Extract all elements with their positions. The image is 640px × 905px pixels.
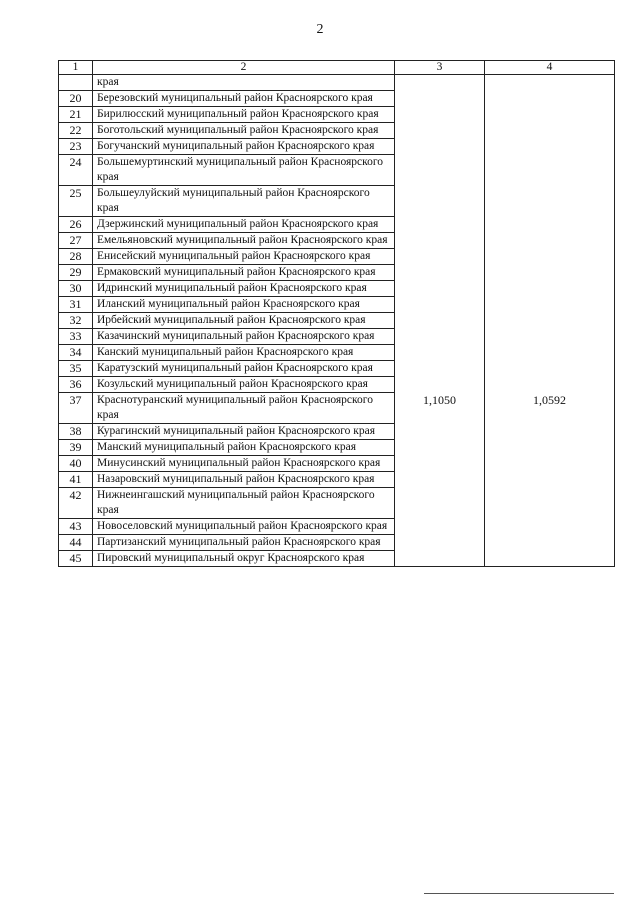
municipality-name: Большеулуйский муниципальный район Красноярского края <box>93 186 395 217</box>
municipality-name: Манский муниципальный район Красноярского края <box>93 440 395 456</box>
municipality-name: Каратузский муниципальный район Красноярского края <box>93 361 395 377</box>
table-header-row <box>59 61 615 75</box>
municipality-name: Канский муниципальный район Красноярского края <box>93 345 395 361</box>
row-number: 40 <box>59 456 93 472</box>
municipality-name: Идринский муниципальный район Красноярского края <box>93 281 395 297</box>
header-col-4: 4 <box>485 61 615 75</box>
row-number: 32 <box>59 313 93 329</box>
row-number: 44 <box>59 535 93 551</box>
value-cell-col3 <box>395 75 485 567</box>
value-cell-col4 <box>485 75 615 567</box>
row-number: 33 <box>59 329 93 345</box>
row-number: 31 <box>59 297 93 313</box>
row-number: 24 <box>59 155 93 186</box>
row-number: 20 <box>59 91 93 107</box>
municipality-name: Нижнеингашский муниципальный район Красноярского края <box>93 488 395 519</box>
municipality-name: Назаровский муниципальный район Красноярского края <box>93 472 395 488</box>
row-number: 27 <box>59 233 93 249</box>
municipality-name: Козульский муниципальный район Красноярского края <box>93 377 395 393</box>
municipality-name: Бирилюсский муниципальный район Красноярского края <box>93 107 395 123</box>
municipality-name: Боготольский муниципальный район Красноярского края <box>93 123 395 139</box>
municipality-name: Минусинский муниципальный район Красноярского края <box>93 456 395 472</box>
row-number: 28 <box>59 249 93 265</box>
row-number: 38 <box>59 424 93 440</box>
row-number: 29 <box>59 265 93 281</box>
municipality-name: Дзержинский муниципальный район Красноярского края <box>93 217 395 233</box>
row-number: 35 <box>59 361 93 377</box>
municipality-name: Ирбейский муниципальный район Красноярского края <box>93 313 395 329</box>
continuation-row <box>59 75 615 91</box>
row-number: 41 <box>59 472 93 488</box>
municipality-name: Емельяновский муниципальный район Красноярского края <box>93 233 395 249</box>
municipality-name: Краснотуранский муниципальный район Красноярского края <box>93 393 395 424</box>
header-col-1: 1 <box>59 61 93 75</box>
municipality-name: Богучанский муниципальный район Красноярского края <box>93 139 395 155</box>
municipality-name: Ермаковский муниципальный район Красноярского края <box>93 265 395 281</box>
municipality-name: Енисейский муниципальный район Красноярского края <box>93 249 395 265</box>
value-col4: 1,0592 <box>533 393 566 407</box>
municipality-name: Партизанский муниципальный район Красноярского края <box>93 535 395 551</box>
row-number: 25 <box>59 186 93 217</box>
row-number: 30 <box>59 281 93 297</box>
municipality-name: Березовский муниципальный район Красноярского края <box>93 91 395 107</box>
header-col-2: 2 <box>93 61 395 75</box>
municipality-name: Пировский муниципальный округ Красноярского края <box>93 551 395 567</box>
municipality-name: Большемуртинский муниципальный район Красноярского края <box>93 155 395 186</box>
row-number-cell <box>59 75 93 91</box>
municipality-name: Курагинский муниципальный район Красноярского края <box>93 424 395 440</box>
row-number: 37 <box>59 393 93 424</box>
row-number: 36 <box>59 377 93 393</box>
row-number: 45 <box>59 551 93 567</box>
row-number: 22 <box>59 123 93 139</box>
municipality-name: Казачинский муниципальный район Красноярского края <box>93 329 395 345</box>
continuation-text: края <box>93 75 395 91</box>
footer-line <box>424 893 614 894</box>
municipality-name: Новоселовский муниципальный район Красноярского края <box>93 519 395 535</box>
row-number: 26 <box>59 217 93 233</box>
row-number: 43 <box>59 519 93 535</box>
page-number: 2 <box>316 22 324 37</box>
row-number: 23 <box>59 139 93 155</box>
row-number: 34 <box>59 345 93 361</box>
row-number: 39 <box>59 440 93 456</box>
coefficient-table <box>58 60 615 567</box>
municipality-name: Иланский муниципальный район Красноярского края <box>93 297 395 313</box>
value-col3: 1,1050 <box>423 393 456 407</box>
header-col-3: 3 <box>395 61 485 75</box>
row-number: 42 <box>59 488 93 519</box>
row-number: 21 <box>59 107 93 123</box>
